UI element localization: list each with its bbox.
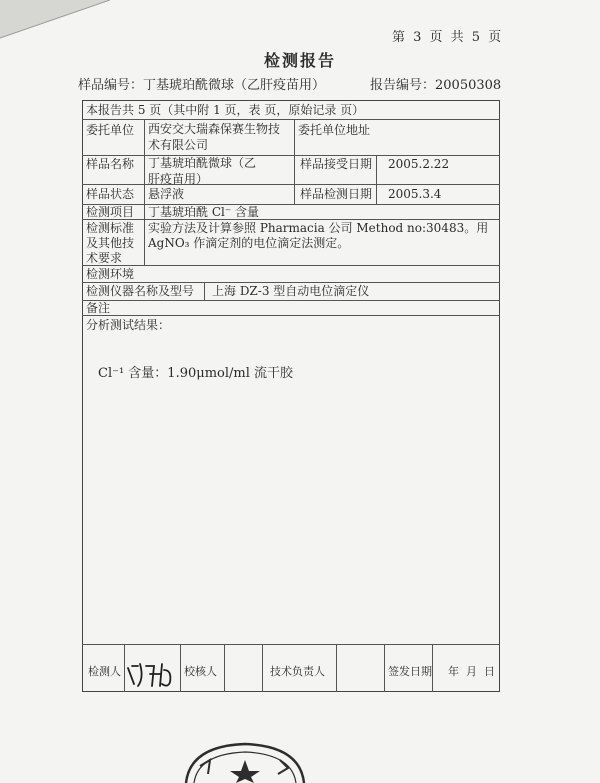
row-divider [82,282,500,283]
sample-state-label: 样品状态 [86,187,135,201]
environment-label: 检测环境 [86,267,135,281]
sample-name-value: 丁基琥珀酰微球（乙肝疫苗用） [148,156,257,186]
standard-label-line-3: 术要求 [86,251,123,265]
test-item-value: 丁基琥珀酰 Cl⁻ 含量 [148,205,259,219]
standard-label-line-2: 及其他技 [86,236,135,250]
report-title: 检测报告 [263,51,336,70]
column-divider [376,155,377,204]
row-divider [82,300,500,301]
checker-label: 校核人 [184,665,217,678]
report-page-count: 本报告共 5 页（其中附 1 页，表 页，原始记录 页） [86,103,365,117]
test-item-label: 检测项目 [86,205,135,219]
client-address-label: 委托单位地址 [298,123,371,137]
page-number: 第 3 页 共 5 页 [392,30,502,45]
row-divider [82,644,500,645]
client-value: 西安交大瑞森保赛生物技术有限公司 [148,122,281,152]
row-divider [82,315,500,316]
standard-value: 实验方法及计算参照 Pharmacia 公司 Method no:30483。用 AgNO₃ 作滴定剂的电位滴定法测定。 [148,221,489,250]
result-value: Cl⁻¹ 含量：1.90μmol/ml 流干胶 [98,366,294,381]
column-divider [144,119,145,265]
instrument-value: 上海 DZ-3 型自动电位滴定仪 [212,284,370,298]
received-date-label: 样品接受日期 [300,157,373,171]
report-number-value: 20050308 [435,78,502,93]
issue-date-year: 年 [448,665,459,678]
result-heading: 分析测试结果： [86,318,171,332]
client-label: 委托单位 [86,123,135,137]
instrument-label: 检测仪器名称及型号 [86,284,195,298]
report-number [370,74,501,93]
column-divider [336,644,337,692]
received-date-value: 2005.2.22 [388,157,450,171]
issue-date-day: 日 [484,665,495,678]
sample-number [78,74,325,93]
tech-lead-label: 技术负责人 [270,665,325,678]
column-divider [204,282,205,300]
report-number-label: 报告编号： [370,78,436,93]
column-divider [384,644,385,692]
standard-label-line-1: 检测标准 [86,221,135,235]
sample-name-label: 样品名称 [86,157,135,171]
remarks-label: 备注 [86,301,111,315]
issue-date-month: 月 [466,665,477,678]
sample-number-label: 样品编号： [78,78,144,93]
column-divider [432,644,433,692]
seal-stamp [180,738,310,783]
row-divider [82,265,500,266]
test-date-label: 样品检测日期 [300,187,373,201]
folded-corner-shadow [0,0,110,40]
test-date-value: 2005.3.4 [388,187,442,201]
sample-number-value: 丁基琥珀酰微球（乙肝疫苗用） [143,78,326,93]
tester-label: 检测人 [88,665,121,678]
column-divider [262,644,263,692]
issue-date-label: 签发日期 [388,665,432,678]
column-divider [180,644,181,692]
sample-state-value: 悬浮液 [148,187,185,201]
column-divider [294,119,295,204]
column-divider [224,644,225,692]
tester-signature [124,660,176,690]
